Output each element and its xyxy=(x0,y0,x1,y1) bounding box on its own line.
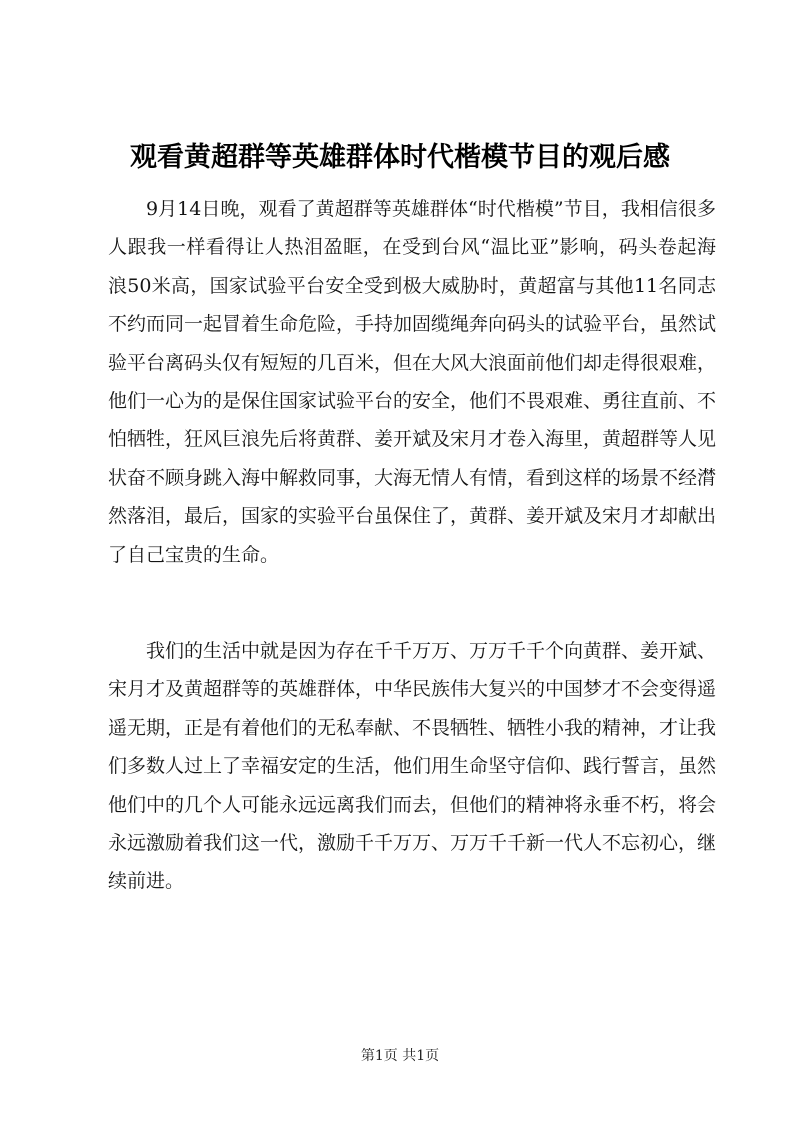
document-title: 观看黄超群等英雄群体时代楷模节目的观后感 xyxy=(130,142,670,173)
paragraph-1: 9月14日晚，观看了黄超群等英雄群体“时代楷模”节目，我相信很多人跟我一样看得让人热泪盈眶，在受到台风“温比亚”影响，码头卷起海浪50米高，国家试验平台安全受到极大威胁时，黄超富与其他11名同志不约而同一起冒着生命危险，手持加固缆绳奔向码头的试验平台，虽然试验平台离码头仅有短短的几百米，但在大风大浪面前他们却走得很艰难，他们一心为的是保住国家试验平台的安全，他们不畏艰难、勇往直前、不怕牺牲，狂风巨浪先后将黄群、姜开斌及宋月才卷入海里，黄超群等人见状奋不顾身跳入海中解救同事，大海无情人有情，看到这样的场景不经潸然落泪，最后，国家的实验平台虽保住了，黄群、姜开斌及宋月才却献出了自己宝贵的生命。 xyxy=(108,198,717,566)
paragraph-2-block xyxy=(108,632,716,901)
page-number: 第1页 共1页 xyxy=(360,1048,440,1064)
page-footer xyxy=(0,1046,800,1066)
paragraph-2: 我们的生活中就是因为存在千千万万、万万千千个向黄群、姜开斌、宋月才及黄超群等的英雄群体，中华民族伟大复兴的中国梦才不会变得遥遥无期，正是有着他们的无私奉献、不畏牺牲、牺牲小我的精神，才让我们多数人过上了幸福安定的生活，他们用生命坚守信仰、践行誓言，虽然他们中的几个人可能永远远离我们而去，但他们的精神将永垂不朽，将会永远激励着我们这一代，激励千千万万、万万千千新一代人不忘初心，继续前进。 xyxy=(108,640,717,893)
paragraph-1-block xyxy=(108,190,716,574)
